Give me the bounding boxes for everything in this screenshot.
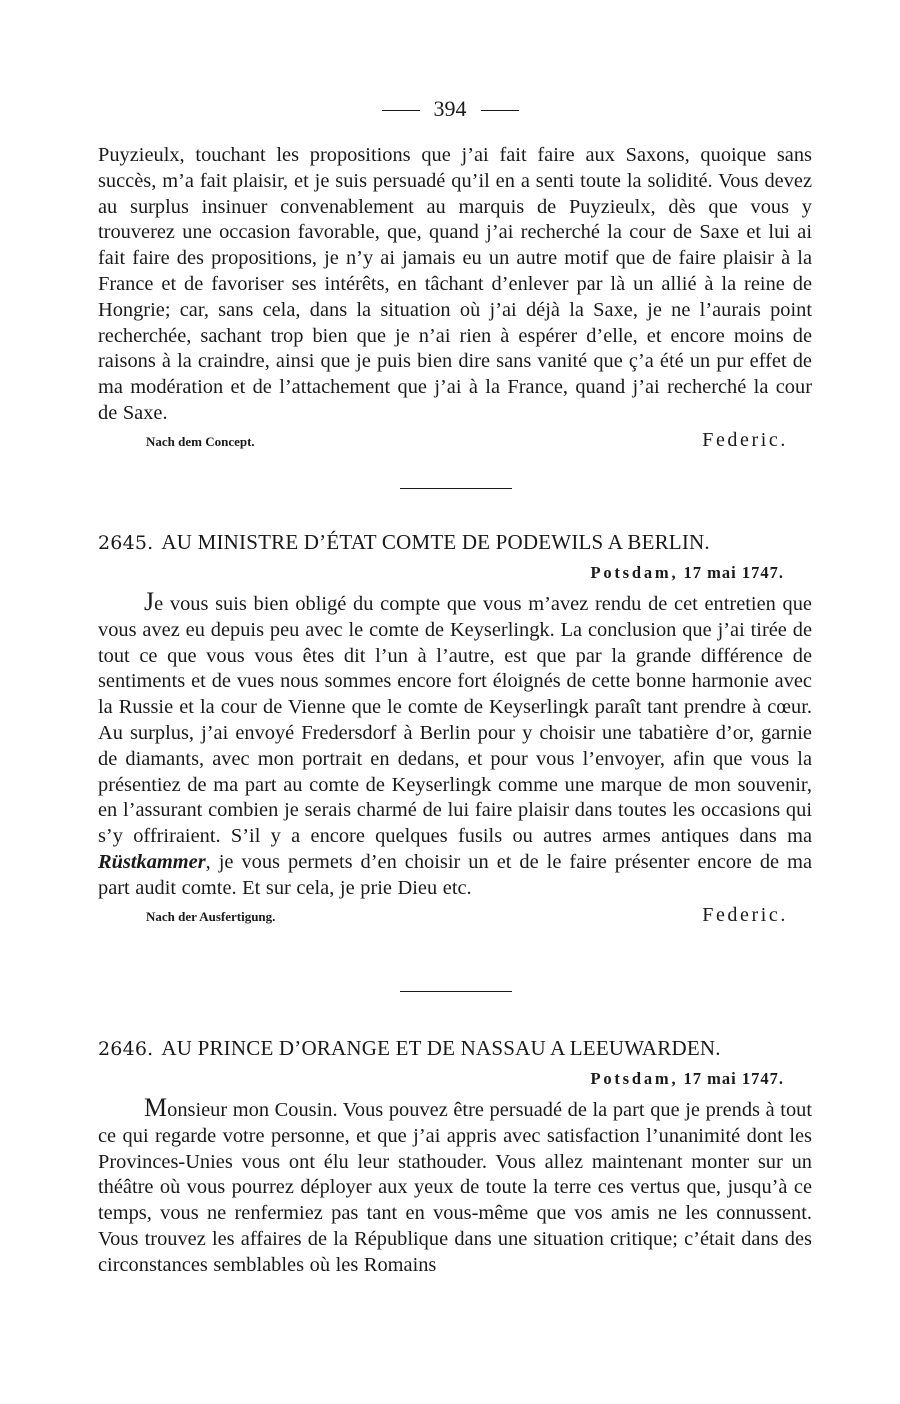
continuation-section (98, 143, 812, 455)
letter-dateline (98, 1069, 784, 1089)
signature: Federic. (702, 428, 788, 451)
letter-2645 (98, 530, 812, 930)
source-note: Nach der Ausfertigung. (146, 908, 276, 924)
letter-date: 17 mai 1747. (683, 1069, 784, 1088)
letter-signature-row (98, 904, 812, 930)
letter-date: 17 mai 1747. (683, 563, 784, 582)
letter-title: AU PRINCE D’ORANGE ET DE NASSAU A LEEUWARDEN. (161, 1036, 721, 1060)
signature: Federic. (702, 903, 788, 926)
letter-body: Monsieur mon Cousin. Vous pouvez être persuadé de la part que je prends à tout ce qui regarde votre personne, et que j’ai appris avec satisfaction l’unanimité dont les Provinces-Unies vous ont élu leur stathouder. Vous allez maintenant monter sur un théâtre où vous pourrez déployer aux yeux de toute la terre ces vertus que, jusqu’à ce temps, vous ne renfermiez pas tant en vous-même que vos amis ne les connussent. Vous trouvez les affaires de la République dans une situation critique; c’était dans des circonstances semblables où les Romains (98, 1093, 812, 1276)
header-rule-left (382, 110, 420, 111)
letter-title: AU MINISTRE D’ÉTAT COMTE DE PODEWILS A BERLIN. (161, 530, 710, 554)
letter-place: Potsdam, (590, 563, 679, 582)
page-number: 394 (433, 96, 467, 121)
page-header (0, 96, 900, 122)
letter-heading (98, 1036, 812, 1061)
section-divider (400, 991, 512, 992)
letter-number: 2646. (98, 1038, 154, 1060)
continuation-signature-row (98, 429, 812, 455)
letter-2646 (98, 1036, 812, 1279)
section-divider (400, 488, 512, 489)
continuation-paragraph: Puyzieulx, touchant les propositions que j’ai fait faire aux Saxons, quoique sans succès, m’a fait plaisir, et je suis persuadé qu’il en a senti toute la solidité. Vous devez au surplus insinuer convenablement au marquis de Puyzieulx, dès que vous y trouverez une occasion favorable, que, quand j’ai recherché la cour de Saxe et lui ai fait faire des propositions, je n’y ai jamais eu un autre motif que de faire plaisir à la France et de favoriser ses intérêts, en tâchant d’enlever par là un allié à la reine de Hongrie; car, sans cela, dans la situation où j’ai déjà la Saxe, je ne l’aurais point recherchée, sachant trop bien que je n’ai rien à espérer d’elle, et encore moins de raisons à la craindre, ainsi que je puis bien dire sans vanité que ç’a été un pur effet de ma modération et de l’attachement que j’ai à la France, quand j’ai recherché la cour de Saxe. (98, 144, 812, 424)
letter-place: Potsdam, (590, 1069, 679, 1088)
letter-number: 2645. (98, 532, 154, 554)
letter-body (98, 589, 812, 902)
letter-body-text: Je vous suis bien obligé du compte que vous m’avez rendu de cet entretien que vous avez eu depuis peu avec le comte de Keyserlingk. La conclusion que j’ai tirée de tout ce que vous vous êtes dit l’un à l’autre, est que par la grande différence de sentiments et de vues nous sommes encore fort éloignés de cette bonne harmonie avec la Russie et la cour de Vienne que le comte de Keyserlingk paraît tant prendre à cœur. Au surplus, j’ai envoyé Fredersdorf à Berlin pour y choisir une tabatière d’or, garnie de diamants, avec mon portrait en dedans, et pour vous l’envoyer, afin que vous la présentiez de ma part au comte de Keyserlingk comme une marque de mon souvenir, en l’assurant combien je serais charmé de lui faire plaisir dans toutes les occasions qui s’y offriraient. S’il y a encore quelques fusils ou autres armes antiques dans ma (98, 587, 812, 848)
letter-body-text-end: , je vous permets d’en choisir un et de le faire présenter encore de ma part audit comte. Et sur cela, je prie Dieu etc. (98, 850, 812, 899)
header-rule-right (481, 110, 519, 111)
letter-heading (98, 530, 812, 555)
source-note: Nach dem Concept. (146, 433, 255, 449)
emphasis-rustkammer: Rüstkammer (98, 850, 206, 873)
letter-dateline (98, 563, 784, 583)
